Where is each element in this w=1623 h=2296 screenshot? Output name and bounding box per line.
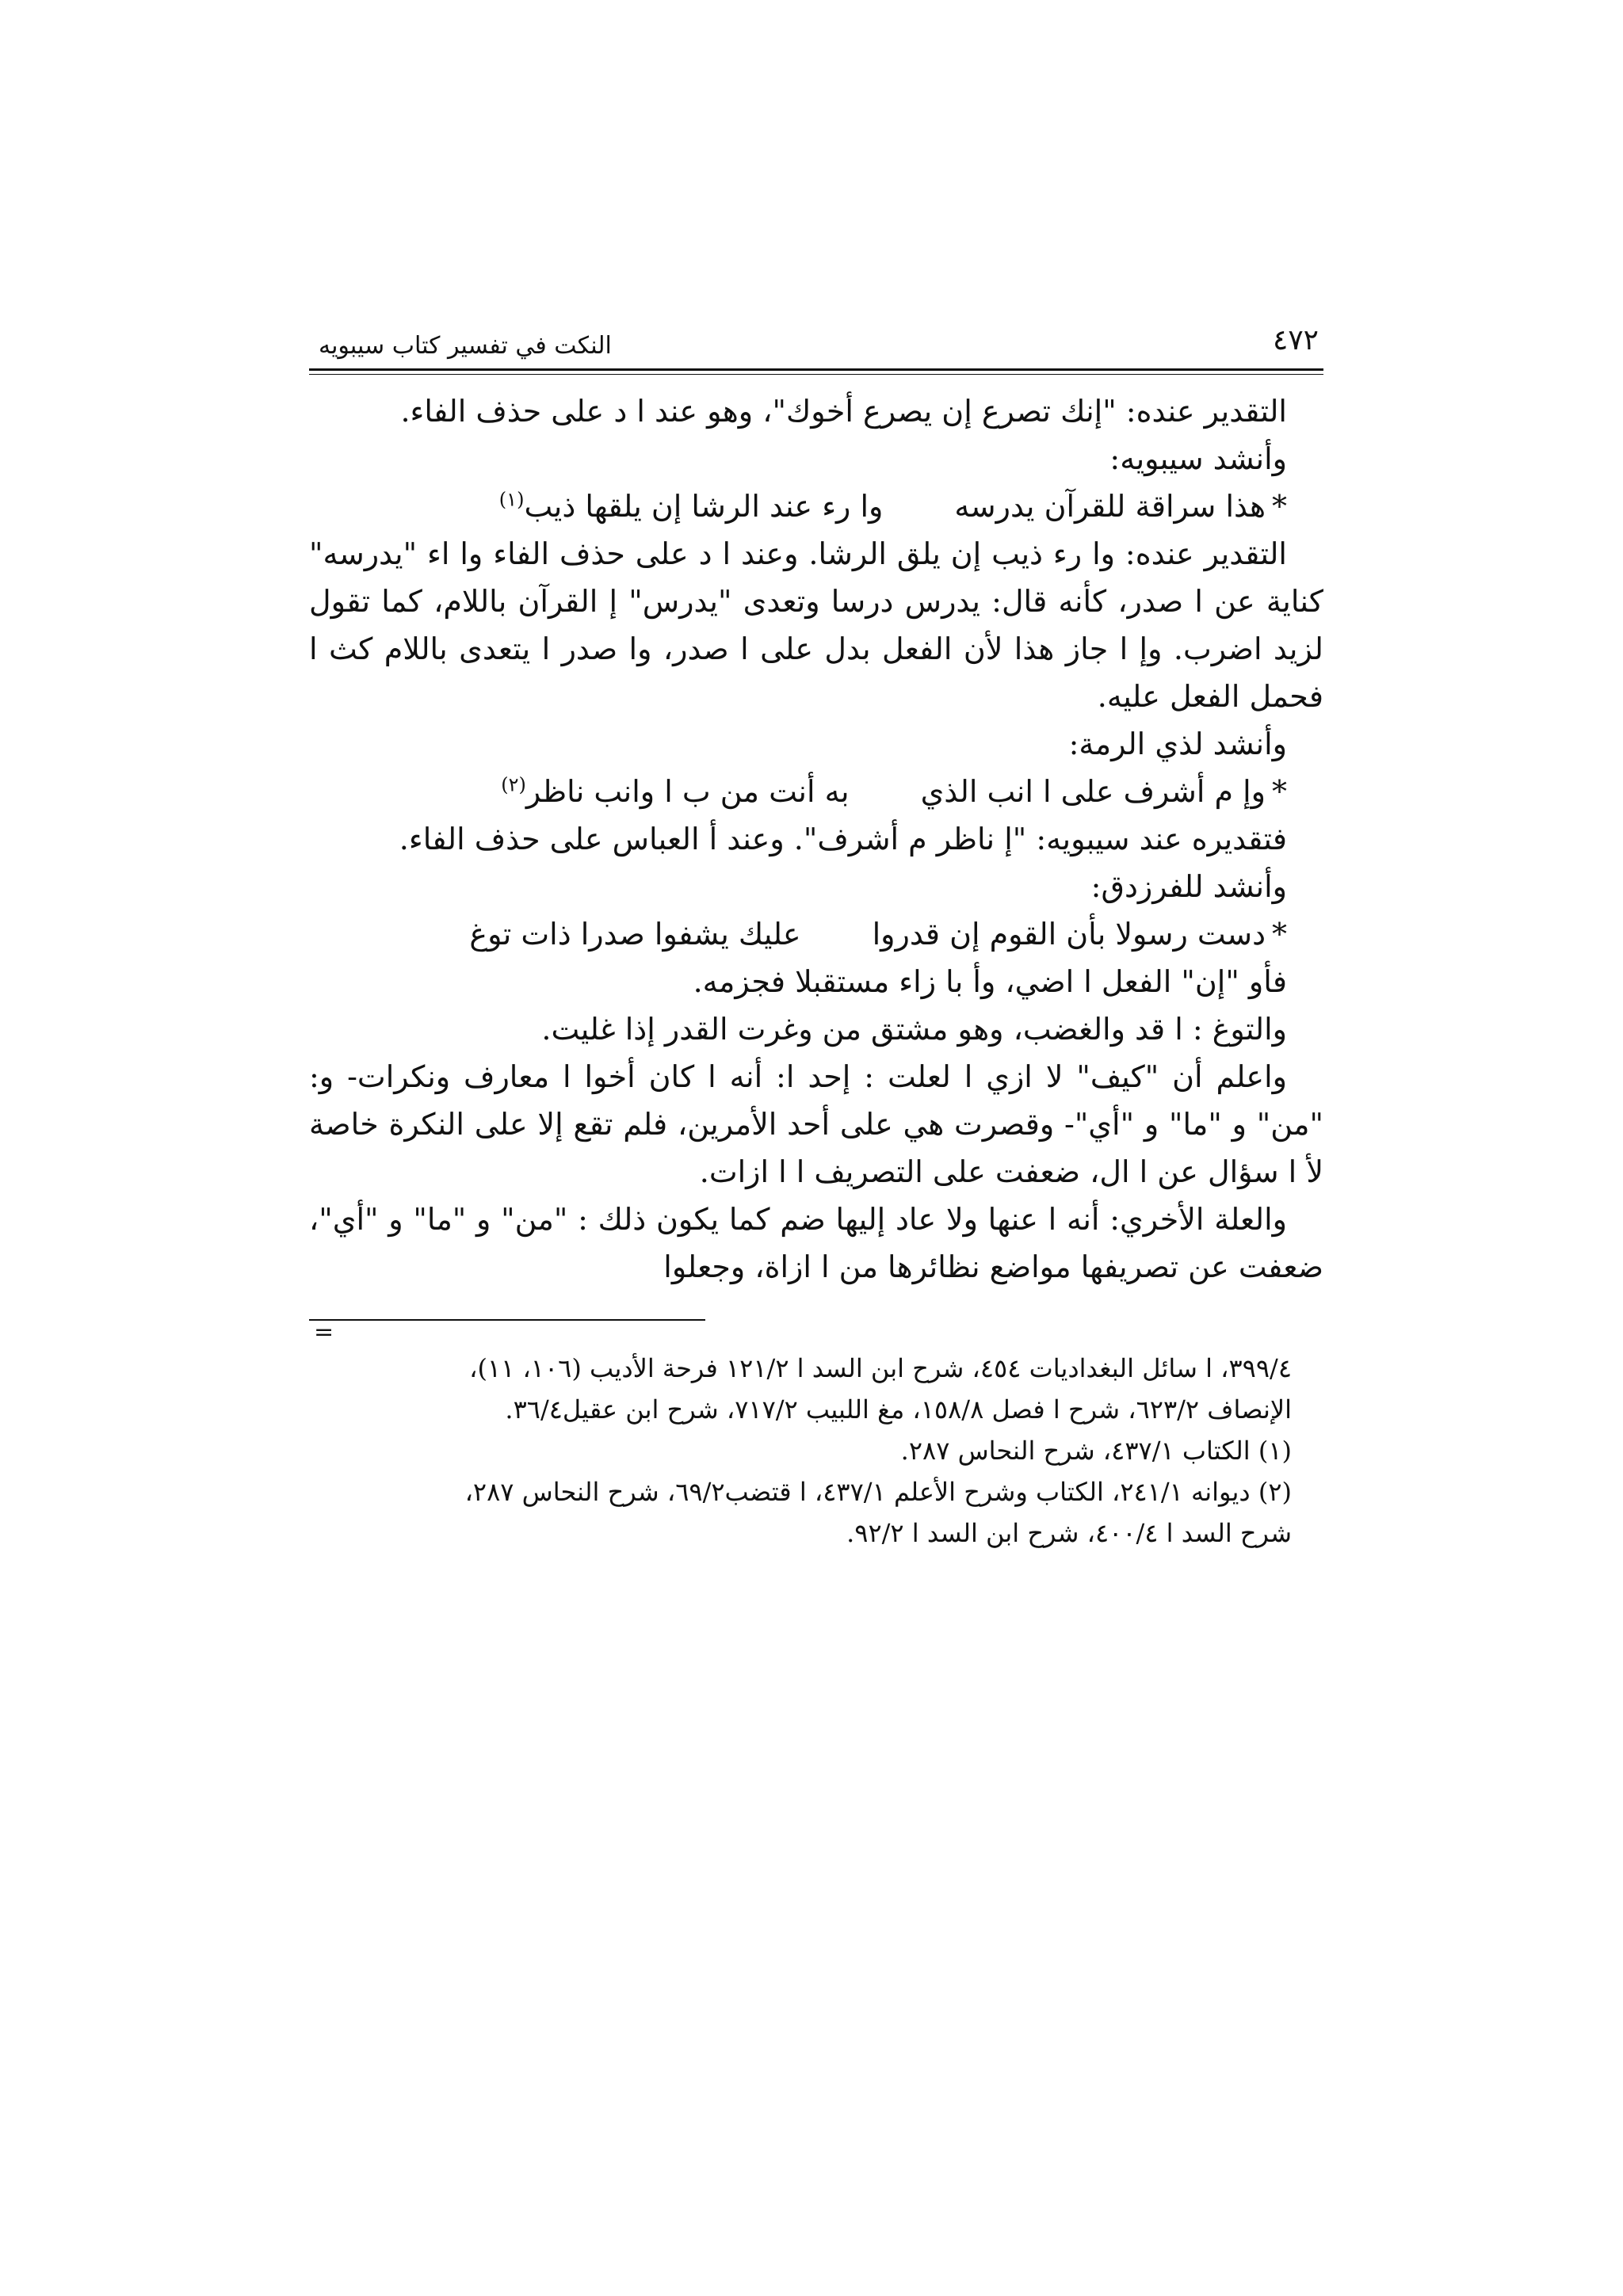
- book-page: [309, 313, 1323, 1554]
- footnote-line: (١) الكتاب ٤٣٧/١، شرح النحاس ٢٨٧.: [900, 1436, 1292, 1466]
- paragraph: التقدير عنده: وا رء ذيب إن يلق الرشا. وعند ا د على حذف الفاء وا اء "يدرسه" كناية عن ا صدر، كأنه قال: يدرس درسا وتعدى "يدرس" إ القرآن باللام، كما تقول لزيد اضرب. وإ ا جاز هذا لأن الفعل بدل على ا صدر، وا صدر ا يتعدى باللام كث ا فحمل الفعل عليه.: [309, 536, 1323, 714]
- verse-hemistich: وا رء عند الرشا إن يلقها ذيب: [524, 489, 884, 524]
- verse-line: [309, 768, 1323, 815]
- footnote-line: ٣٩٩/٤، ا سائل البغداديات ٤٥٤، شرح ابن السد ا ١٢١/٢ فرحة الأديب (١٠٦، ١١)،: [469, 1353, 1292, 1383]
- verse-star: *: [1272, 774, 1287, 809]
- paragraph: فأو "إن" الفعل ا اضي، وأ با زاء مستقبلا فجزمه.: [693, 964, 1287, 999]
- footnote-reference[interactable]: (١): [498, 488, 525, 511]
- verse-hemistich: هذا سراقة للقرآن يدرسه: [954, 489, 1266, 524]
- footnote-1: [309, 1430, 1323, 1471]
- footnote-line: شرح السد ا ٤٠٠/٤، شرح ابن السد ا ٩٢/٢.: [846, 1518, 1292, 1548]
- verse-line: [309, 910, 1323, 958]
- paragraph: والتوغ : ا قد والغضب، وهو مشتق من وغرت القدر إذا غليت.: [541, 1012, 1287, 1047]
- footnote-line: الإنصاف ٦٢٣/٢، شرح ا فصل ١٥٨/٨، مغ اللبيب ٧١٧/٢، شرح ابن عقيل٣٦/٤.: [505, 1394, 1292, 1425]
- paragraph: التقدير عنده: "إنك تصرع إن يصرع أخوك"، وهو عند ا د على حذف الفاء.: [400, 394, 1287, 429]
- paragraph: واعلم أن "كيف" لا ازي ا لعلت : إحد ا: أنه ا كان أخوا ا معارف ونكرات- و: "من" و "ما" و "أي"- وقصرت هي على أحد الأمرين، فلم تقع إلا على النكرة خاصة لأ ا سؤال عن ا ال، ضعفت على التصريف ا ا ازات.: [309, 1059, 1323, 1189]
- header-rule-thin: [309, 374, 1323, 375]
- footnote-continued: [309, 1348, 1323, 1430]
- verse-hemistich: عليك يشفوا صدرا ذات توغ: [469, 917, 801, 952]
- page-number: ٤٧٢: [1272, 324, 1319, 357]
- paragraph: والعلة الأخري: أنه ا عنها ولا عاد إليها ضم كما يكون ذلك : "من" و "ما" و "أي"، ضعفت عن تصريفها مواضع نظائرها من ا ازاة، وجعلوا: [309, 1202, 1323, 1284]
- footnote-line: (٢) ديوانه ٢٤١/١، الكتاب وشرح الأعلم ٤٣٧/١، ا قتضب٦٩/٢، شرح النحاس ٢٨٧،: [464, 1477, 1292, 1507]
- running-title: النكت في تفسير كتاب سيبويه: [319, 332, 612, 360]
- footnote-2: [309, 1471, 1323, 1554]
- paragraph: فتقديره عند سيبويه: "إ ناظر م أشرف". وعند أ العباس على حذف الفاء.: [399, 822, 1287, 856]
- footnotes: [309, 1348, 1323, 1554]
- verse-line: [309, 482, 1323, 530]
- paragraph: وأنشد للفرزدق:: [1090, 869, 1287, 904]
- running-header: [309, 313, 1323, 368]
- verse-star: *: [1272, 489, 1287, 524]
- paragraph: وأنشد سيبويه:: [1109, 441, 1287, 476]
- main-text: [309, 387, 1323, 1291]
- header-rule-thick: [309, 368, 1323, 371]
- verse-hemistich: دست رسولا بأن القوم إن قدروا: [872, 917, 1266, 952]
- verse-star: *: [1272, 917, 1287, 952]
- paragraph: وأنشد لذي الرمة:: [1068, 727, 1287, 761]
- verse-hemistich: وإ م أشرف على ا انب الذي: [920, 774, 1266, 809]
- footnote-continuation-mark: =: [314, 1318, 334, 1346]
- verse-hemistich: به أنت من ب ا وانب ناظر: [525, 774, 850, 809]
- footnote-reference[interactable]: (٢): [501, 773, 526, 796]
